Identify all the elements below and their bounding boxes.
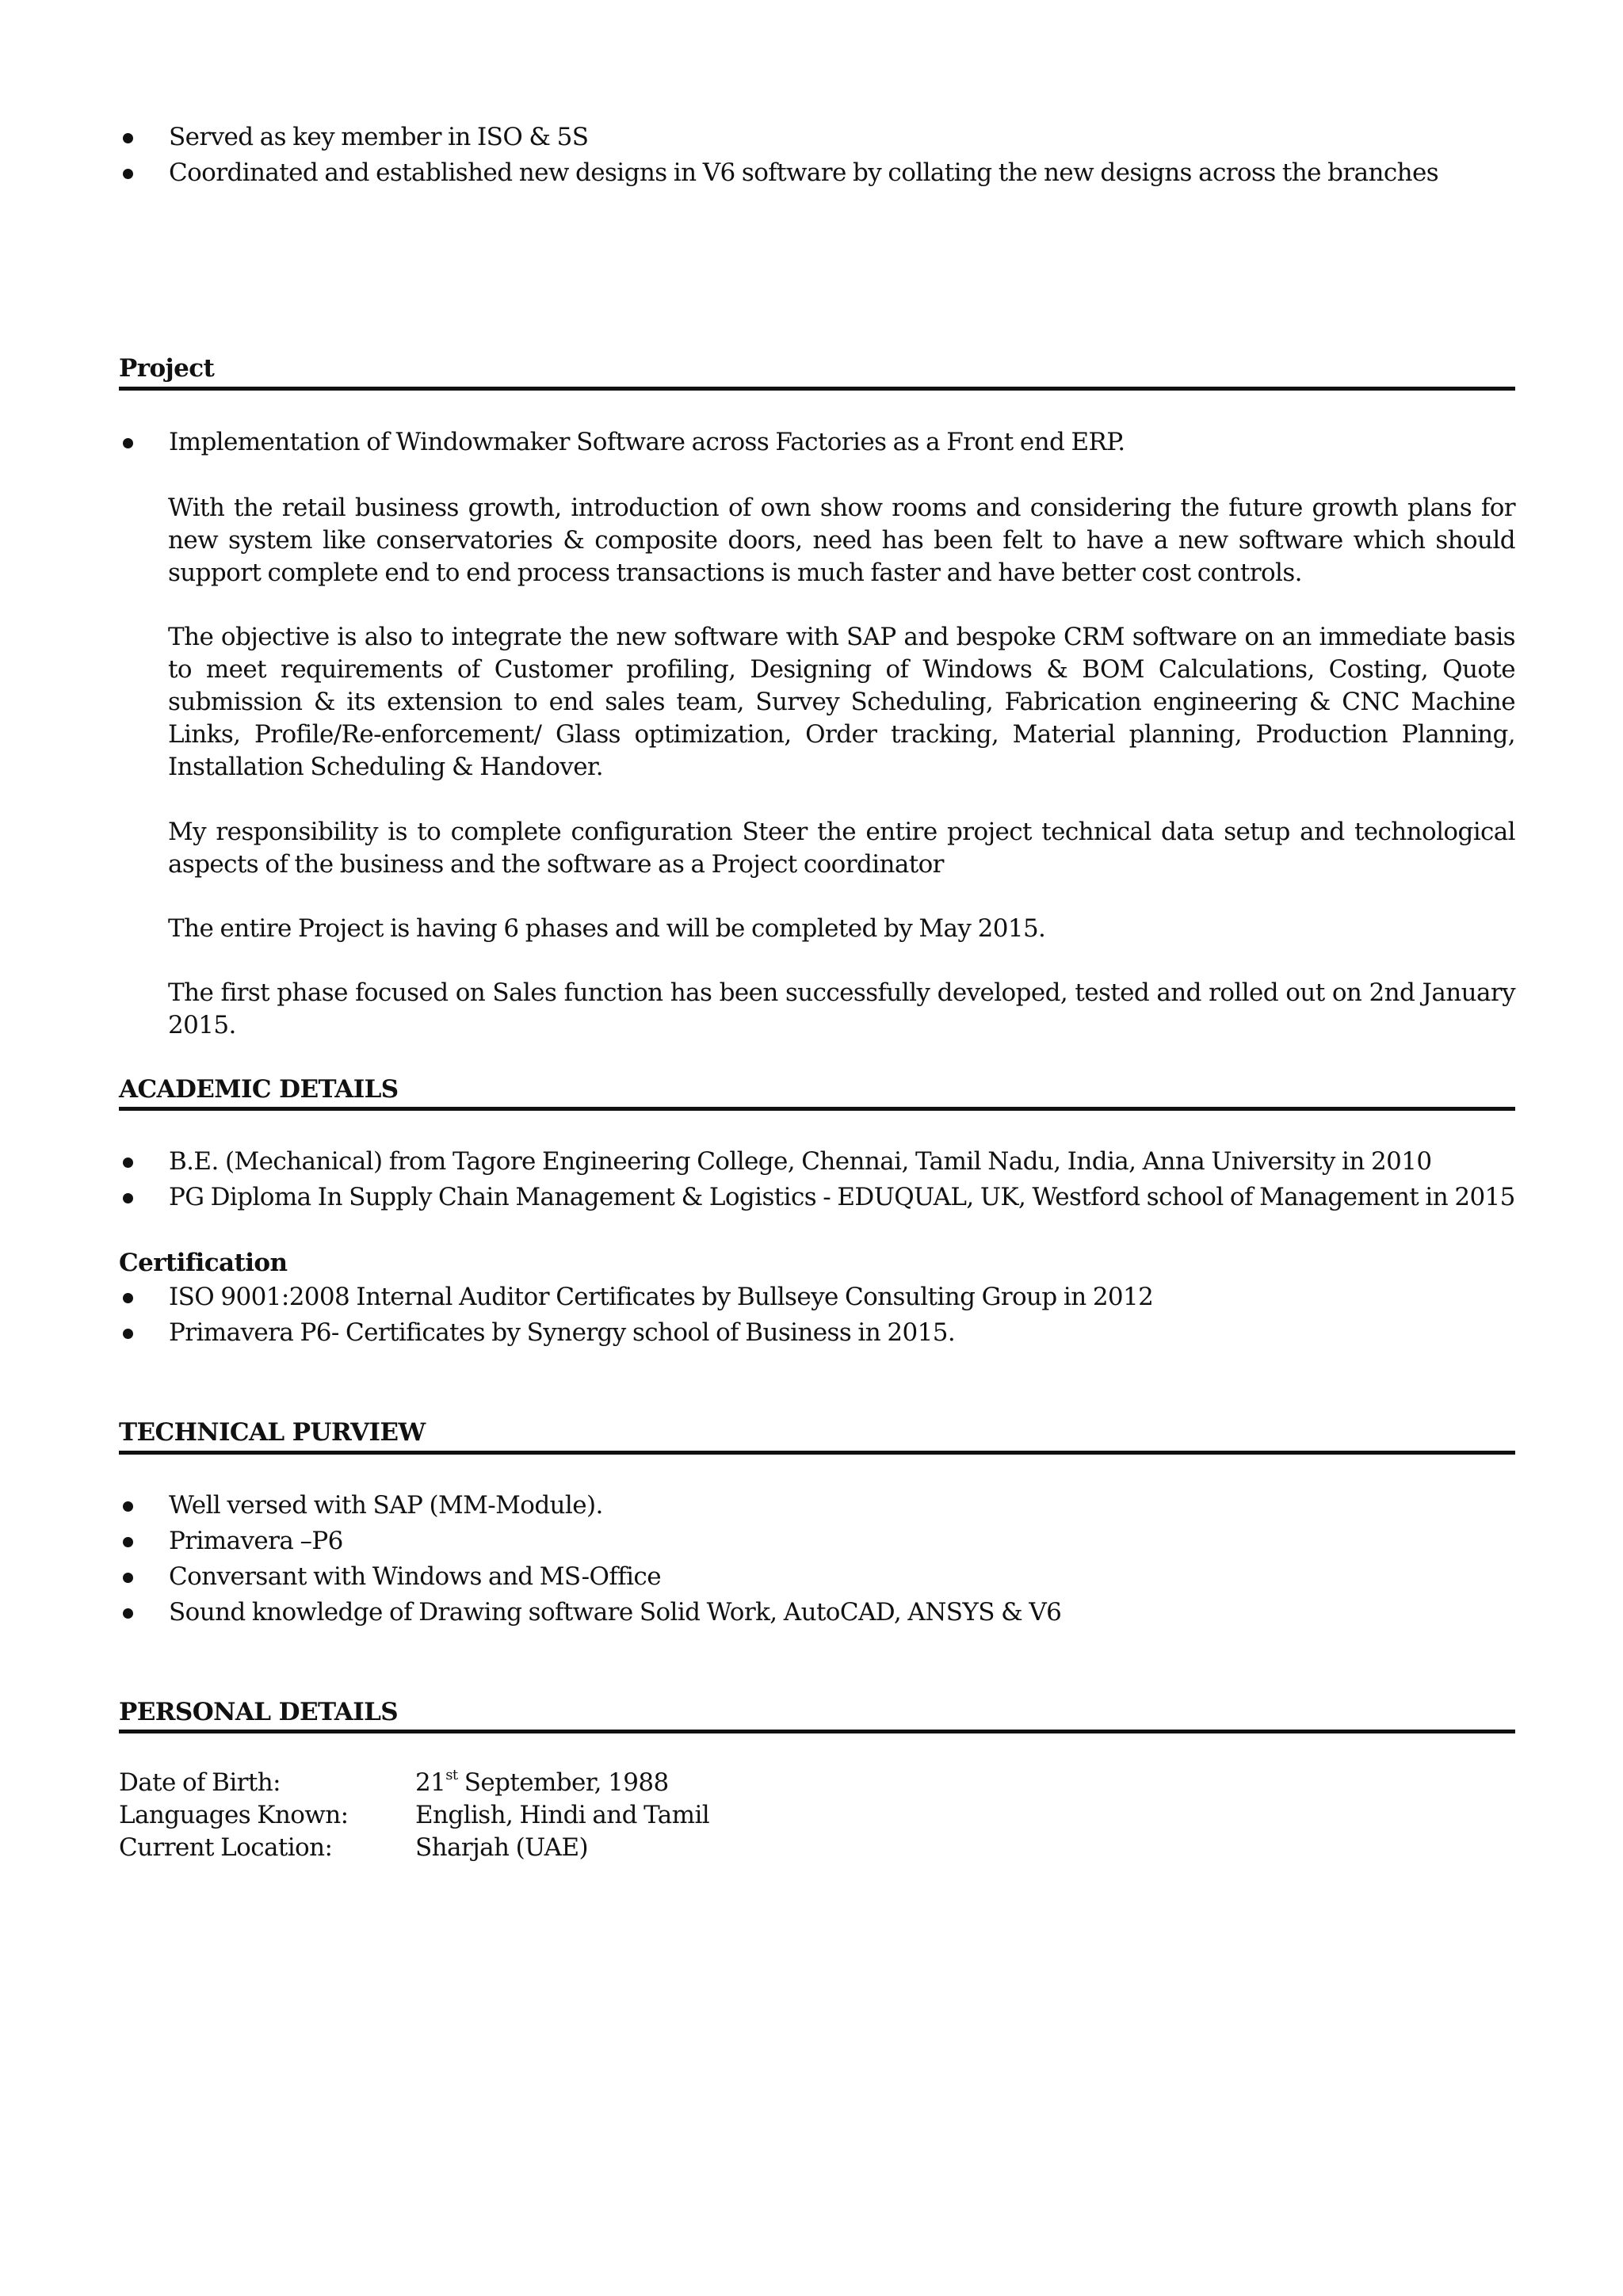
list-item: Served as key member in ISO & 5S [119, 121, 1515, 157]
list-item: Coordinated and established new designs in V6 software by collating the new designs across the branches [119, 157, 1515, 193]
list-item: PG Diploma In Supply Chain Management & Logistics - EDUQUAL, UK, Westford school of Management in 2015 [119, 1181, 1515, 1217]
personal-details [119, 1767, 1515, 1864]
list-item: B.E. (Mechanical) from Tagore Engineering College, Chennai, Tamil Nadu, India, Anna University in 2010 [119, 1146, 1515, 1181]
academic-heading: ACADEMIC DETAILS [119, 1075, 399, 1104]
bullet-icon [123, 1158, 133, 1168]
list-item: Primavera –P6 [119, 1525, 1515, 1561]
languages-label: Languages Known: [119, 1801, 349, 1829]
bullet-icon [123, 1573, 133, 1583]
academic-list [119, 1146, 1515, 1217]
list-item: Primavera P6- Certificates by Synergy school of Business in 2015. [119, 1317, 1515, 1352]
list-item: Implementation of Windowmaker Software across Factories as a Front end ERP. [119, 426, 1515, 462]
technical-heading: TECHNICAL PURVIEW [119, 1418, 426, 1447]
bullet-icon [123, 133, 133, 143]
bullet-icon [123, 1293, 133, 1303]
project-bullets [119, 426, 1515, 462]
project-heading: Project [119, 354, 215, 383]
location-value: Sharjah (UAE) [415, 1833, 588, 1862]
bullet-icon [123, 1608, 133, 1619]
bullet-icon [123, 1329, 133, 1339]
list-item: Well versed with SAP (MM-Module). [119, 1489, 1515, 1525]
section-divider [119, 1730, 1515, 1733]
section-divider [119, 1107, 1515, 1111]
project-paragraph: The objective is also to integrate the new software with SAP and bespoke CRM software on an immediate basis to meet requirements of Customer profiling, Designing of Windows & BOM Calculations, Costing, Quote submission & its extension to end sales team, Survey Scheduling, Fabrication engineering & CNC Machine Links, Profile/Re-enforcement/ Glass optimization, Order tracking, Material planning, Production Planning, Installation Scheduling & Handover. [168, 623, 1515, 781]
location-label: Current Location: [119, 1833, 333, 1862]
languages-row [119, 1799, 1515, 1832]
section-divider [119, 387, 1515, 391]
project-paragraph: With the retail business growth, introduction of own show rooms and considering the future growth plans for new system like conservatories & composite doors, need has been felt to have a new software which should support complete end to end process transactions is much faster and have better cost controls. [168, 494, 1515, 587]
list-item: ISO 9001:2008 Internal Auditor Certificates by Bullseye Consulting Group in 2012 [119, 1281, 1515, 1317]
experience-bullets [119, 121, 1515, 193]
bullet-icon [123, 1501, 133, 1512]
technical-list [119, 1489, 1515, 1632]
bullet-icon [123, 1537, 133, 1547]
dob-value: 21st September, 1988 [415, 1767, 669, 1797]
bullet-icon [123, 169, 133, 179]
bullet-icon [123, 438, 133, 448]
certification-list [119, 1281, 1515, 1352]
bullet-icon [123, 1193, 133, 1203]
project-paragraph: My responsibility is to complete configuration Steer the entire project technical data setup and technological aspects of the business and the software as a Project coordinator [168, 818, 1515, 879]
dob-row [119, 1767, 1515, 1799]
list-item: Conversant with Windows and MS-Office [119, 1561, 1515, 1596]
dob-label: Date of Birth: [119, 1768, 281, 1797]
certification-heading: Certification [119, 1249, 288, 1277]
list-item: Sound knowledge of Drawing software Solid Work, AutoCAD, ANSYS & V6 [119, 1596, 1515, 1632]
location-row [119, 1832, 1515, 1864]
section-divider [119, 1451, 1515, 1455]
languages-value: English, Hindi and Tamil [415, 1801, 710, 1829]
project-paragraph: The first phase focused on Sales function has been successfully developed, tested and rolled out on 2nd January 2015. [168, 978, 1515, 1039]
project-paragraph: The entire Project is having 6 phases and will be completed by May 2015. [168, 914, 1046, 943]
personal-heading: PERSONAL DETAILS [119, 1698, 399, 1726]
